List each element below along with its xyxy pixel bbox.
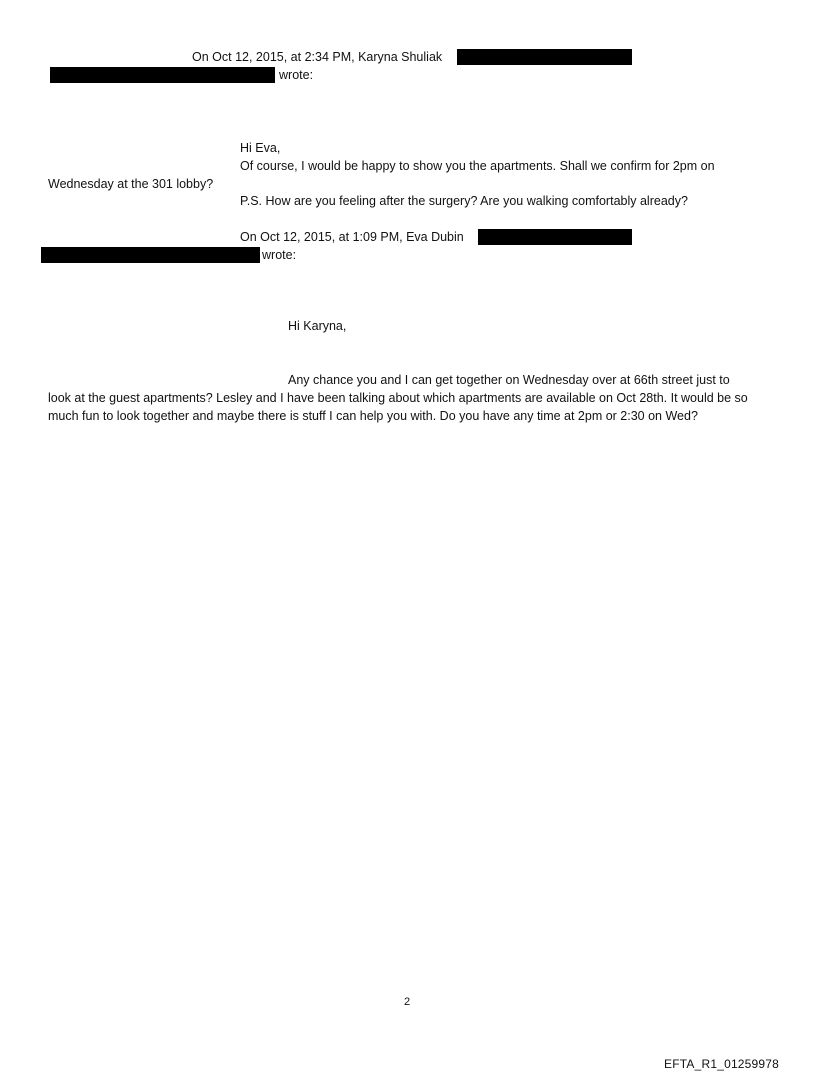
redaction-bar [457, 49, 632, 65]
email-header-eva: On Oct 12, 2015, at 1:09 PM, Eva Dubin [240, 230, 464, 244]
redaction-bar [50, 67, 275, 83]
email-greeting: Hi Karyna, [288, 319, 347, 333]
email-body-line: Of course, I would be happy to show you the apartments. Shall we confirm for 2pm on [240, 159, 715, 173]
email-postscript: P.S. How are you feeling after the surgery? Are you walking comfortably already? [240, 194, 688, 208]
document-id: EFTA_R1_01259978 [664, 1057, 780, 1071]
email-header-karyna: On Oct 12, 2015, at 2:34 PM, Karyna Shuliak [192, 50, 443, 64]
email-body-line: Wednesday at the 301 lobby? [48, 177, 214, 191]
email-header-wrote: wrote: [279, 68, 314, 82]
email-header-wrote: wrote: [262, 248, 297, 262]
email-greeting: Hi Eva, [240, 141, 281, 155]
email-body-paragraph: look at the guest apartments? Lesley and I have been talking about which apartments are available on Oct 28th. It would be so much fun to look together and maybe there is stuff I can help you with. Do you have any time at 2pm or 2:30 on Wed? [48, 391, 748, 423]
email-body-line: Any chance you and I can get together on Wednesday over at 66th street just to [288, 373, 730, 387]
redaction-bar [478, 229, 632, 245]
page-number: 2 [404, 996, 411, 1008]
redaction-bar [41, 247, 260, 263]
